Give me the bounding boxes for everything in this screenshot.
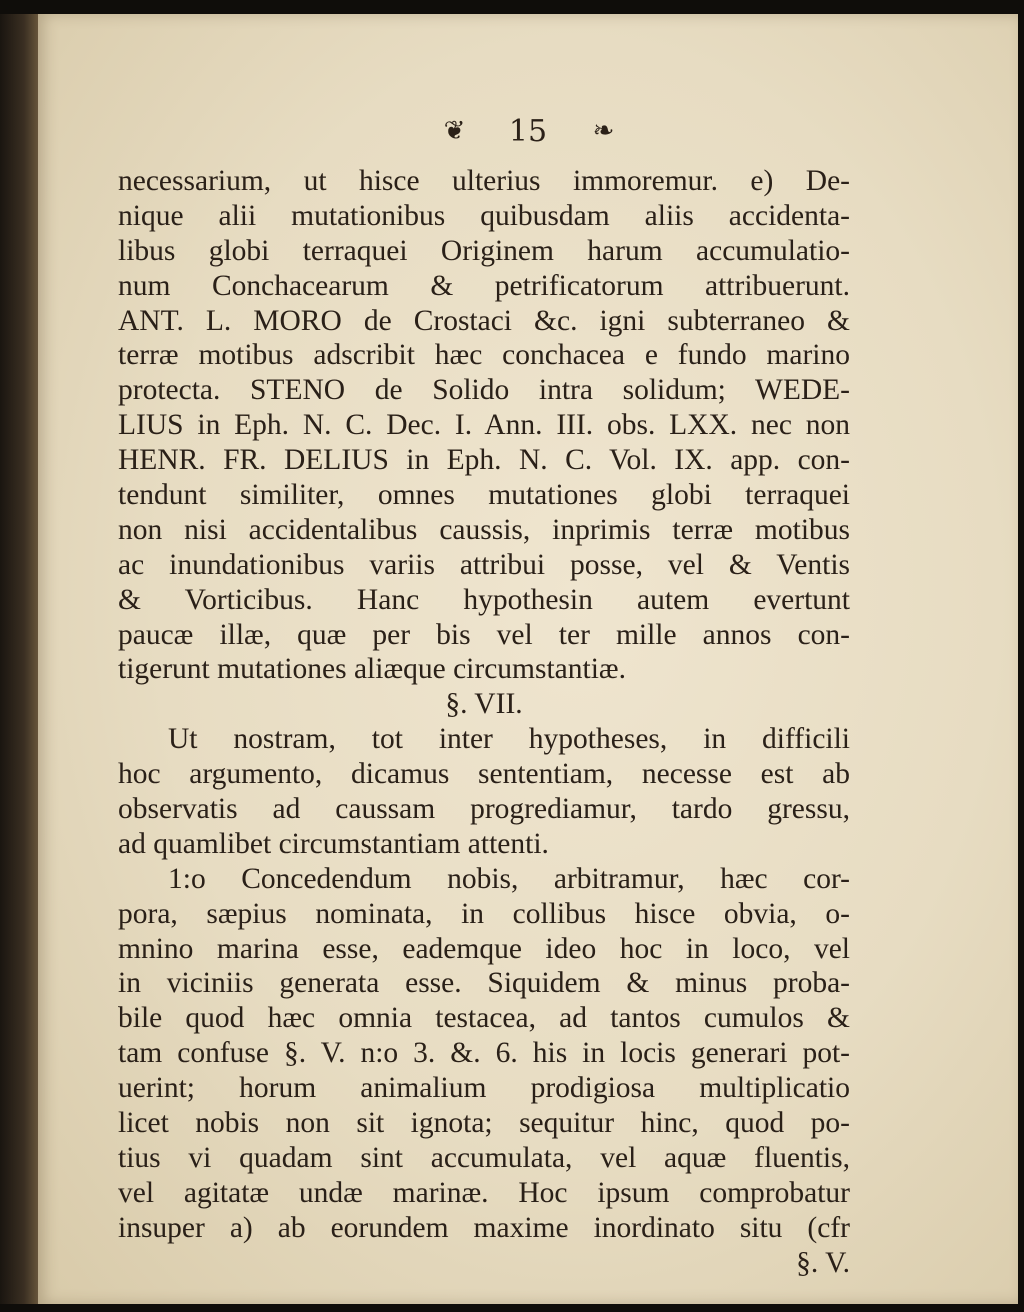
text-line: 1:o Concedendum nobis, arbitramur, hæc cor- [168,862,850,895]
text-line: in viciniis generata esse. Siquidem & minus proba- [118,967,850,1000]
body-text [118,164,850,1281]
text-line: paucæ illæ, quæ per bis vel ter mille annos con- [118,618,850,651]
text-line: uerint; horum animalium prodigiosa multiplicatio [118,1072,850,1105]
text-line: tius vi quadam sint accumulata, vel aquæ fluentis, [118,1141,850,1174]
text-line: HENR. FR. DELIUS in Eph. N. C. Vol. IX. app. con- [118,444,850,477]
text-line: terræ motibus adscribit hæc conchacea e fundo marino [118,339,850,372]
text-line: num Conchacearum & petrificatorum attribuerunt. [118,269,850,302]
text-line: observatis ad caussam progrediamur, tardo gressu, [118,793,850,826]
text-line: libus globi terraquei Originem harum accumulatio- [118,234,850,267]
text-line: tendunt similiter, omnes mutationes globi terraquei [118,479,850,512]
text-line: hoc argumento, dicamus sententiam, necesse est ab [118,758,850,791]
ornament-left-icon: ❦ [443,116,464,146]
text-line: pora, sæpius nominata, in collibus hisce obvia, o- [118,897,850,930]
text-line: necessarium, ut hisce ulterius immoremur. e) De- [118,165,850,197]
text-line: ANT. L. MORO de Crostaci &c. igni subterraneo & [118,304,850,337]
text-line: Ut nostram, tot inter hypotheses, in difficili [168,723,850,756]
text-line: & Vorticibus. Hanc hypothesin autem evertunt [118,583,850,616]
text-line: mnino marina esse, eademque ideo hoc in loco, vel [118,932,850,965]
text-line: tam confuse §. V. n:o 3. &. 6. his in locis generari pot- [118,1037,850,1070]
book-page [38,14,1018,1304]
text-line: §. V. [796,1246,850,1279]
text-line: insuper a) ab eorundem maxime inordinato situ (cfr [118,1211,850,1244]
text-line: non nisi accidentalibus caussis, inprimis terræ motibus [118,513,850,546]
text-line: licet nobis non sit ignota; sequitur hinc, quod po- [118,1107,850,1140]
text-line: tigerunt mutationes aliæque circumstantiæ. [118,653,626,686]
text-line: LIUS in Eph. N. C. Dec. I. Ann. III. obs. LXX. nec non [118,409,850,442]
text-line: protecta. STENO de Solido intra solidum; WEDE- [118,374,850,407]
book-spine [0,14,40,1304]
text-line: §. VII. [445,688,523,721]
text-line: nique alii mutationibus quibusdam aliis accidenta- [118,199,850,232]
text-line: vel agitatæ undæ marinæ. Hoc ipsum comprobatur [118,1176,850,1209]
text-line: bile quod hæc omnia testacea, ad tantos cumulos & [118,1002,850,1035]
page-number: 15 [508,114,548,149]
text-line: ac inundationibus variis attribui posse, vel & Ventis [118,548,850,581]
ornament-right-icon: ❧ [592,116,613,146]
page-header [38,114,1018,149]
text-line: ad quamlibet circumstantiam attenti. [118,827,549,860]
